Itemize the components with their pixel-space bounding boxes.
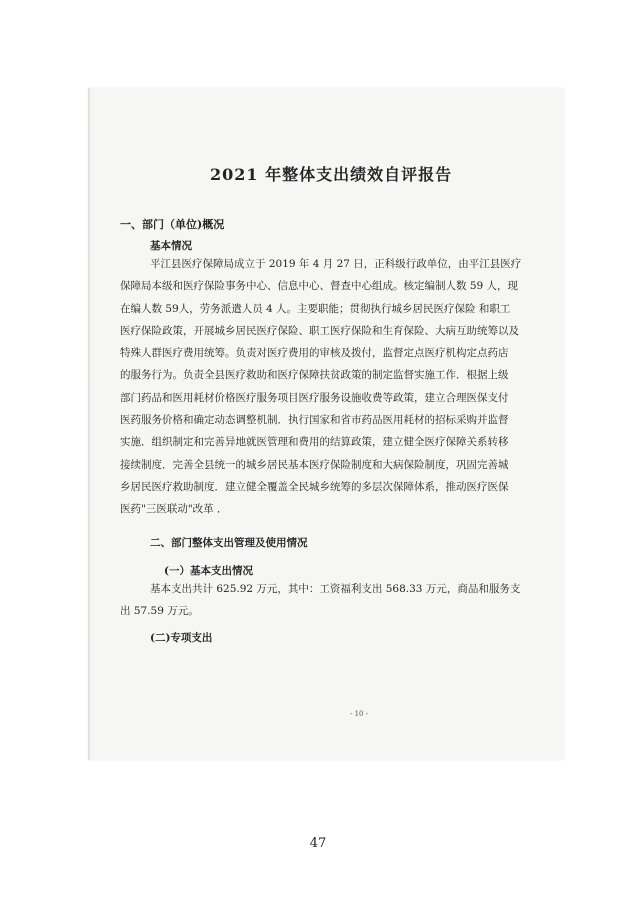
intro-line: 特殊人群医疗费用统筹。负责对医疗费用的审核及拨付，监督定点医疗机构定点药店: [120, 347, 509, 360]
expenditure-line: 基本支出共计 625.92 万元，其中：工资福利支出 568.33 万元，商品和服务支: [150, 583, 521, 595]
intro-line: 医疗保险政策，开展城乡居民医疗保险、职工医疗保险和生育保险、大病互助统筹以及: [120, 324, 519, 337]
section1-heading: 一、部门（单位)概况: [120, 218, 225, 231]
report-title: 2021 年整体支出绩效自评报告: [210, 165, 453, 184]
intro-line: 平江县医疗保障局成立于 2019 年 4 月 27 日，正科级行政单位，由平江县医疗: [150, 258, 522, 270]
intro-line: 保障局本级和医疗保险事务中心、信息中心、督查中心组成。核定编制人数 59 人，现: [120, 280, 519, 293]
inner-page-number: - 10 -: [350, 710, 369, 718]
page-edge-shadow: [88, 88, 91, 760]
page-number: 47: [309, 836, 327, 851]
intro-line: 部门药品和医用耗材价格医疗服务项目医疗服务设施收费等政策，建立合理医保支付: [120, 391, 509, 404]
section2-heading: 二、部门整体支出管理及使用情况: [150, 537, 308, 549]
intro-line: 医药"三医联动"改革 ．: [120, 503, 228, 516]
intro-paragraph: [120, 253, 530, 521]
special-expenditure-heading: (二)专项支出: [150, 632, 213, 644]
intro-line: 乡居民医疗救助制度．建立健全覆盖全民城乡统筹的多层次保障体系，推动医疗医保: [120, 480, 509, 493]
intro-line: 的服务行为。负责全县医疗救助和医疗保障扶贫政策的制定监督实施工作．根据上级: [120, 369, 509, 382]
basic-info-heading: 基本情况: [150, 240, 192, 252]
scanned-page: [88, 88, 564, 760]
intro-line: 接续制度．完善全县统一的城乡居民基本医疗保险制度和大病保险制度，巩固完善城: [120, 458, 509, 471]
intro-line: 医药服务价格和确定动态调整机制．执行国家和省市药品医用耗材的招标采购并监督: [120, 414, 509, 427]
basic-expenditure-paragraph: [120, 578, 530, 623]
expenditure-line: 出 57.59 万元。: [120, 605, 199, 618]
intro-line: 在编人数 59人，劳务派遣人员 4 人。主要职能；贯彻执行城乡居民医疗保险 和职工: [120, 302, 511, 315]
intro-line: 实施．组织制定和完善异地就医管理和费用的结算政策，建立健全医疗保障关系转移: [120, 436, 509, 449]
basic-expenditure-heading: (一）基本支出情况: [164, 565, 253, 577]
